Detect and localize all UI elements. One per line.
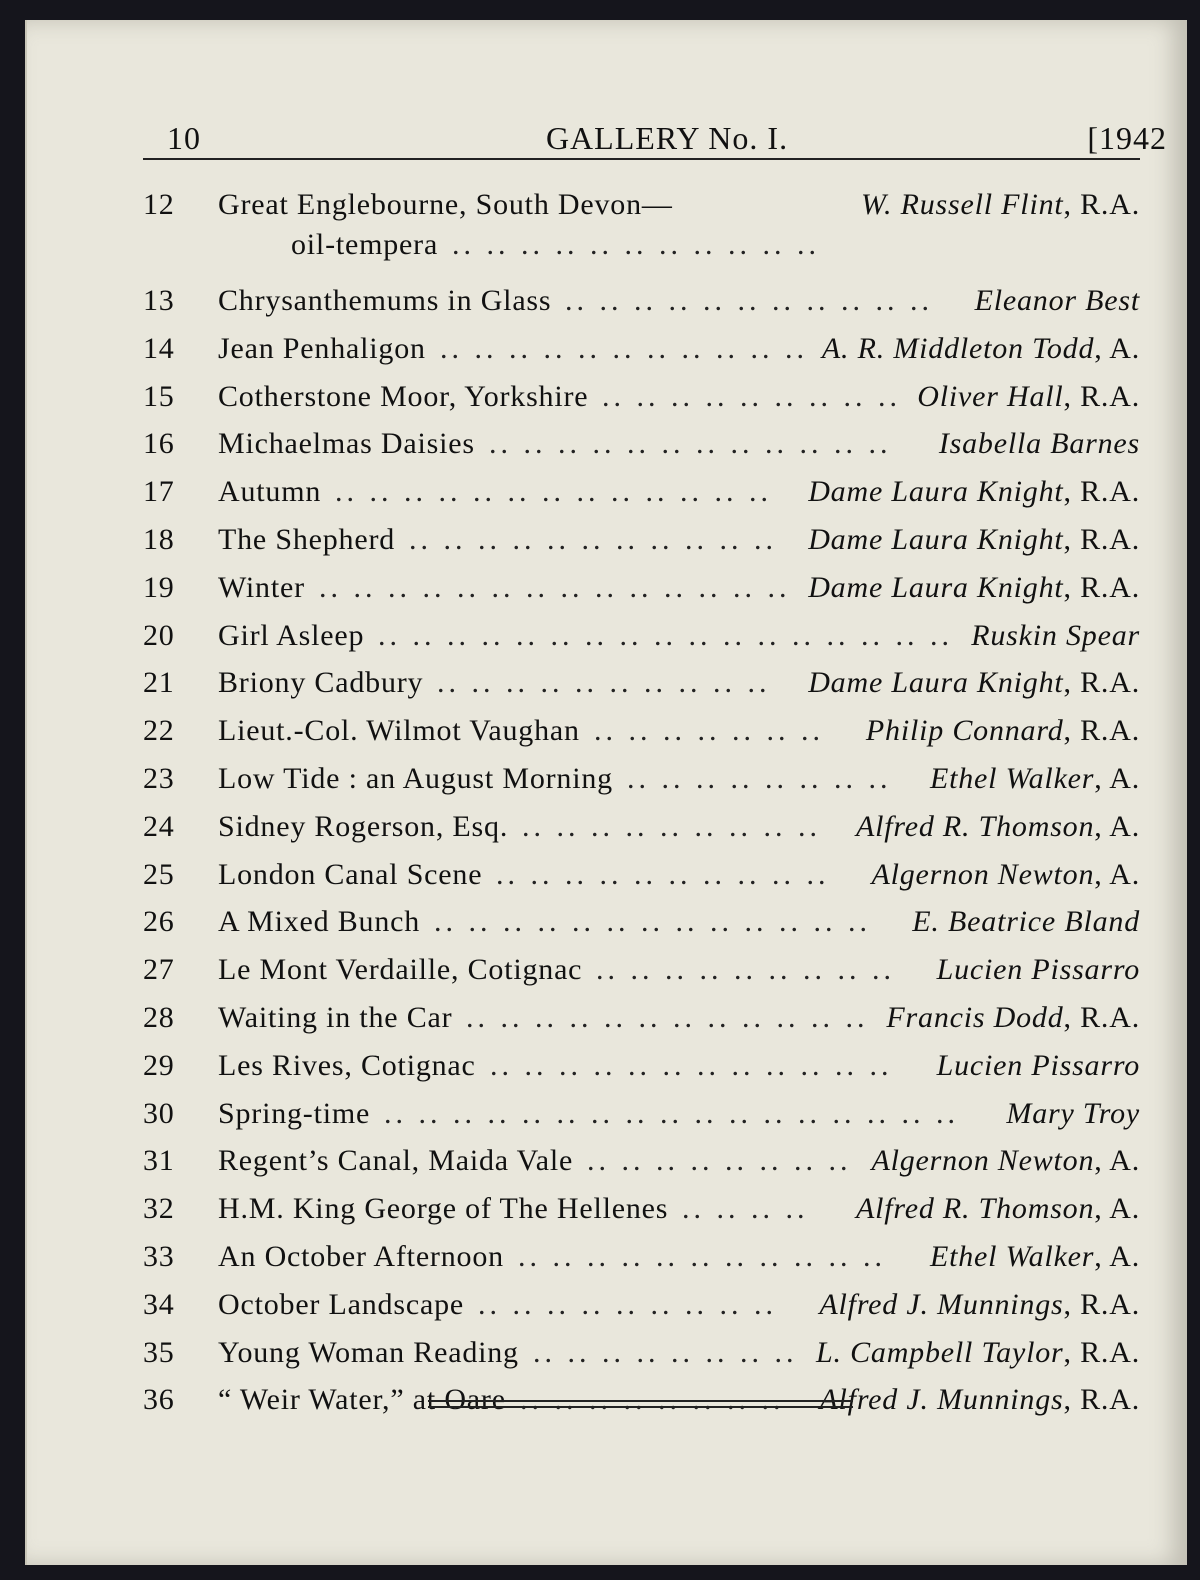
artist-name: W. Russell Flint <box>860 188 1064 221</box>
leader-dots: .. .. .. .. .. .. .. .. <box>520 1383 785 1417</box>
entry-number: 12 <box>143 188 175 221</box>
artist-distinction: , A. <box>1094 857 1140 891</box>
artist-distinction: , R.A. <box>1063 570 1140 604</box>
artist-name: Algernon Newton <box>871 857 1095 891</box>
entry-artist <box>937 1049 1140 1083</box>
catalogue-entry <box>143 615 1140 663</box>
entry-number: 31 <box>143 1144 175 1178</box>
artist-name: Alfred R. Thomson <box>855 1192 1095 1226</box>
entry-artist <box>816 1336 1140 1370</box>
entry-title: Michaelmas Daisies <box>218 427 475 461</box>
artist-name: Philip Connard <box>865 714 1064 748</box>
catalogue-entry <box>143 1332 1140 1380</box>
entry-title: Cotherstone Moor, Yorkshire <box>218 379 589 413</box>
entry-number: 20 <box>143 618 175 652</box>
entry-number: 35 <box>143 1335 175 1369</box>
entry-number: 23 <box>143 761 175 795</box>
artist-distinction: , A. <box>1094 761 1140 795</box>
artist-name: Dame Laura Knight <box>808 522 1064 556</box>
leader-dots: .. .. .. .. .. .. .. .. .. .. .. .. <box>489 427 892 461</box>
entry-title: An October Afternoon <box>218 1239 504 1273</box>
entry-number: 17 <box>143 475 175 509</box>
catalogue-entry <box>143 328 1140 376</box>
artist-distinction: , R.A. <box>1063 188 1140 221</box>
catalogue-entry <box>143 1045 1140 1093</box>
leader-dots: .. .. .. .. .. .. .. .. .. <box>602 379 901 413</box>
catalogue-entry <box>143 901 1140 949</box>
entry-title: H.M. King George of The Hellenes <box>218 1192 669 1226</box>
leader-dots: .. .. .. .. .. .. .. .. <box>533 1335 798 1369</box>
entry-artist <box>856 1192 1140 1226</box>
artist-distinction: , R.A. <box>1063 475 1140 509</box>
leader-dots: .. .. .. .. .. .. .. .. .. .. .. <box>440 331 808 365</box>
entry-title: Low Tide : an August Morning <box>218 761 613 795</box>
header-rule <box>143 158 1140 160</box>
entry-title: The Shepherd <box>218 522 396 556</box>
artist-name: Alfred R. Thomson <box>855 809 1095 843</box>
catalogue-entry <box>143 184 1140 280</box>
entry-artist <box>886 1001 1140 1035</box>
catalogue-entry <box>143 662 1140 710</box>
entry-number: 32 <box>143 1192 175 1226</box>
artist-name: E. Beatrice Bland <box>912 905 1140 939</box>
catalogue-entry <box>143 1140 1140 1188</box>
entry-artist <box>866 714 1140 748</box>
entry-artist <box>808 571 1140 605</box>
entry-title: Regent’s Canal, Maida Vale <box>218 1144 574 1178</box>
entry-number: 26 <box>143 905 175 939</box>
leader-dots: .. .. .. .. .. .. .. .. <box>587 1144 852 1178</box>
entry-title: Girl Asleep <box>218 618 365 652</box>
artist-name: Alfred J. Munnings <box>819 1287 1064 1321</box>
artist-distinction: , R.A. <box>1063 1000 1140 1034</box>
catalogue-entry <box>143 423 1140 471</box>
catalogue-entry <box>143 1284 1140 1332</box>
entry-title: Winter <box>218 570 305 604</box>
leader-dots: .. .. .. .. .. .. .. .. .. .. .. .. <box>466 1000 869 1034</box>
entry-artist <box>1006 1097 1140 1131</box>
entry-title: Autumn <box>218 475 322 509</box>
entry-title: Great Englebourne, South Devon— <box>218 188 673 221</box>
entry-artist <box>937 953 1140 987</box>
entry-number: 29 <box>143 1048 175 1082</box>
entry-title: Sidney Rogerson, Esq. <box>218 809 509 843</box>
leader-dots: .. .. .. .. .. .. .. <box>594 714 824 748</box>
leader-dots: .. .. .. .. .. .. .. .. .. .. <box>437 666 771 700</box>
entry-artist <box>819 1288 1140 1322</box>
artist-name: Ruskin Spear <box>971 618 1140 652</box>
leader-dots: .. .. .. .. .. .. .. .. .. .. .. <box>452 228 820 261</box>
entry-artist <box>822 332 1140 366</box>
entry-number: 16 <box>143 427 175 461</box>
entry-artist <box>808 475 1140 509</box>
entry-number: 28 <box>143 1000 175 1034</box>
entry-artist <box>939 427 1140 461</box>
catalogue-entry <box>143 1236 1140 1284</box>
artist-distinction: , R.A. <box>1063 666 1140 700</box>
catalogue-entries <box>143 184 1140 1427</box>
artist-distinction: , A. <box>1094 331 1140 365</box>
leader-dots: .. .. .. .. .. .. .. .. .. .. .. .. .. .. .. .. .. <box>384 1096 959 1130</box>
artist-distinction: , A. <box>1094 809 1140 843</box>
entry-artist <box>930 762 1140 796</box>
artist-distinction: , R.A. <box>1063 379 1140 413</box>
artist-name: Algernon Newton <box>871 1144 1095 1178</box>
page-number: 10 <box>167 120 201 156</box>
entry-number: 33 <box>143 1239 175 1273</box>
entry-title: Le Mont Verdaille, Cotignac <box>218 953 583 987</box>
artist-name: A. R. Middleton Todd <box>821 331 1095 365</box>
entry-title: Les Rives, Cotignac <box>218 1048 476 1082</box>
entry-artist <box>871 1144 1140 1178</box>
entry-artist <box>917 380 1140 414</box>
entry-title: Waiting in the Car <box>218 1000 453 1034</box>
catalogue-entry <box>143 1188 1140 1236</box>
entry-artist <box>975 284 1140 318</box>
artist-name: Dame Laura Knight <box>808 666 1064 700</box>
entry-number: 21 <box>143 666 175 700</box>
artist-name: Lucien Pissarro <box>936 1048 1140 1082</box>
leader-dots: .. .. .. .. .. .. .. .. .. .. <box>496 857 830 891</box>
artist-distinction: , A. <box>1094 1239 1140 1273</box>
artist-distinction: , A. <box>1094 1192 1140 1226</box>
artist-distinction: , R.A. <box>1063 714 1140 748</box>
entry-number: 36 <box>143 1383 175 1417</box>
artist-distinction: , R.A. <box>1063 1287 1140 1321</box>
entry-artist <box>808 523 1140 557</box>
entry-artist <box>971 619 1140 653</box>
gallery-title: GALLERY No. I. <box>545 120 789 156</box>
entry-title: Chrysanthemums in Glass <box>218 284 552 317</box>
artist-distinction: , R.A. <box>1063 522 1140 556</box>
leader-dots: .. .. .. .. .. .. .. .. .. .. .. <box>409 522 777 556</box>
catalogue-entry <box>143 471 1140 519</box>
leader-dots: .. .. .. .. .. .. .. .. .. <box>596 953 895 987</box>
leader-dots: .. .. .. .. <box>682 1192 809 1226</box>
artist-distinction: , R.A. <box>1063 1383 1140 1417</box>
entry-title: A Mixed Bunch <box>218 905 421 939</box>
page-header <box>167 120 1167 170</box>
entry-number: 14 <box>143 331 175 365</box>
leader-dots: .. .. .. .. .. .. .. .. .. .. .. .. .. .. <box>319 570 791 604</box>
entry-artist <box>930 1240 1140 1274</box>
artist-distinction: , R.A. <box>1063 1335 1140 1369</box>
entry-number: 24 <box>143 809 175 843</box>
entry-artist <box>808 666 1140 700</box>
artist-name: Alfred J. Munnings <box>819 1383 1064 1417</box>
catalogue-entry <box>143 280 1140 328</box>
entry-number: 25 <box>143 857 175 891</box>
artist-name: L. Campbell Taylor <box>816 1335 1064 1369</box>
entry-artist <box>871 858 1140 892</box>
catalogue-entry <box>143 376 1140 424</box>
catalogue-entry <box>143 949 1140 997</box>
entry-artist <box>819 1383 1140 1417</box>
entry-title-continued: oil-tempera <box>291 228 439 261</box>
artist-name: Francis Dodd <box>886 1000 1064 1034</box>
artist-name: Oliver Hall <box>917 379 1064 413</box>
artist-name: Dame Laura Knight <box>808 475 1064 509</box>
entry-title: “ Weir Water,” at Oare <box>218 1383 506 1417</box>
artist-name: Isabella Barnes <box>938 427 1140 461</box>
entry-artist <box>856 810 1140 844</box>
end-double-rule <box>428 1400 853 1408</box>
artist-name: Eleanor Best <box>974 284 1140 317</box>
leader-dots: .. .. .. .. .. .. .. .. .. .. .. .. <box>490 1048 893 1082</box>
entry-title: London Canal Scene <box>218 857 483 891</box>
leader-dots: .. .. .. .. .. .. .. .. .. .. .. <box>565 284 933 317</box>
leader-dots: .. .. .. .. .. .. .. .. <box>627 761 892 795</box>
artist-name: Ethel Walker <box>929 761 1095 795</box>
entry-number: 22 <box>143 714 175 748</box>
entry-title: October Landscape <box>218 1287 464 1321</box>
entry-number: 15 <box>143 379 175 413</box>
catalogue-entry <box>143 997 1140 1045</box>
entry-title: Jean Penhaligon <box>218 331 426 365</box>
leader-dots: .. .. .. .. .. .. .. .. .. .. .. .. .. <box>434 905 871 939</box>
entry-number: 34 <box>143 1287 175 1321</box>
catalogue-entry <box>143 854 1140 902</box>
entry-title: Lieut.-Col. Wilmot Vaughan <box>218 714 580 748</box>
entry-title: Young Woman Reading <box>218 1335 519 1369</box>
catalogue-entry <box>143 806 1140 854</box>
artist-name: Ethel Walker <box>929 1239 1095 1273</box>
entry-number: 27 <box>143 953 175 987</box>
entry-number: 19 <box>143 570 175 604</box>
entry-number: 13 <box>143 284 175 317</box>
leader-dots: .. .. .. .. .. .. .. .. .. .. .. .. .. <box>335 475 772 509</box>
entry-number: 30 <box>143 1096 175 1130</box>
leader-dots: .. .. .. .. .. .. .. .. .. <box>522 809 821 843</box>
entry-number: 18 <box>143 522 175 556</box>
entry-title: Spring-time <box>218 1096 371 1130</box>
artist-distinction: , A. <box>1094 1144 1140 1178</box>
entry-title: Briony Cadbury <box>218 666 424 700</box>
artist-name: Mary Troy <box>1006 1096 1140 1130</box>
catalogue-entry <box>143 567 1140 615</box>
catalogue-entry <box>143 710 1140 758</box>
entry-artist <box>861 188 1140 222</box>
entry-artist <box>912 905 1140 939</box>
catalogue-entry <box>143 1093 1140 1141</box>
artist-name: Dame Laura Knight <box>808 570 1064 604</box>
leader-dots: .. .. .. .. .. .. .. .. .. .. .. .. .. .. .. .. .. <box>378 618 953 652</box>
catalogue-entry <box>143 519 1140 567</box>
artist-name: Lucien Pissarro <box>936 953 1140 987</box>
catalogue-year: [1942 <box>1087 120 1167 156</box>
leader-dots: .. .. .. .. .. .. .. .. .. .. .. <box>518 1239 886 1273</box>
leader-dots: .. .. .. .. .. .. .. .. .. <box>478 1287 777 1321</box>
catalogue-entry <box>143 758 1140 806</box>
